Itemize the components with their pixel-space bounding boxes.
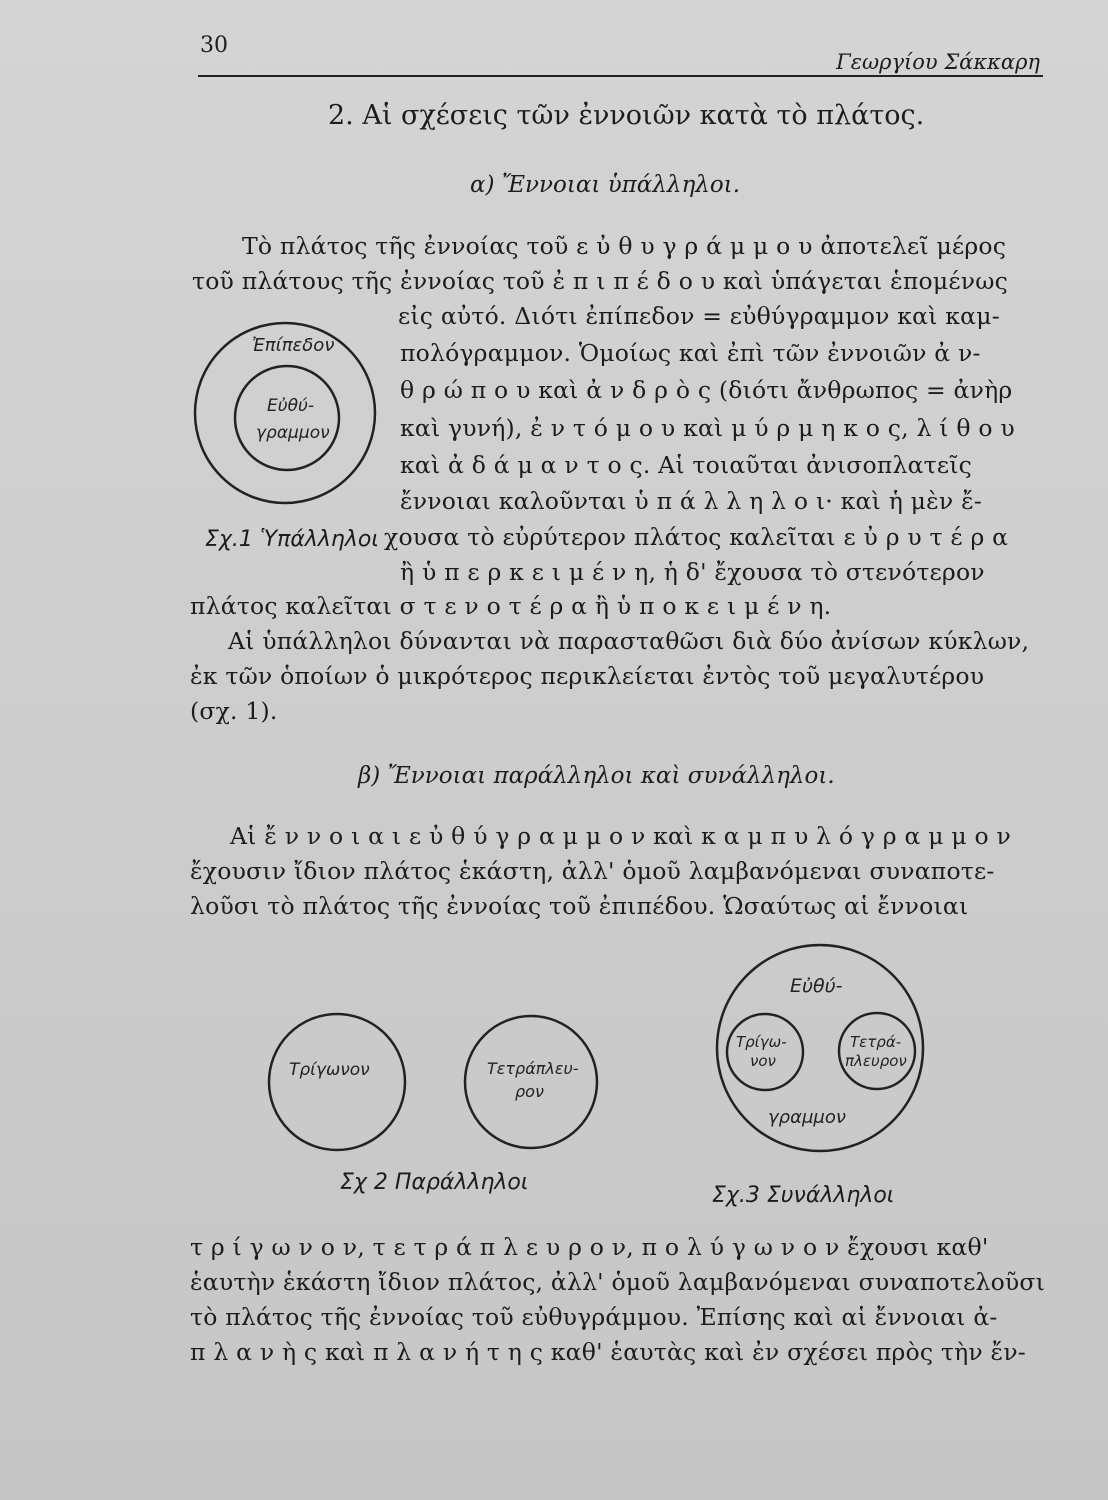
figure-3-outer-top-label: Εὐθύ- <box>790 975 843 997</box>
figure-3-right-label-1: Τετρά- <box>850 1033 902 1051</box>
inner-circle <box>235 366 339 470</box>
text-line: καὶ ἀ δ ά μ α ν τ ο ς. Αἱ τοιαῦται ἀνισοπλατεῖς <box>400 451 973 479</box>
text-line: λοῦσι τὸ πλάτος τῆς ἐννοίας τοῦ ἐπιπέδου. Ὡσαύτως αἱ ἔννοιαι <box>190 892 969 920</box>
text-line: Αἱ ὑπάλληλοι δύνανται νὰ παρασταθῶσι διὰ δύο ἀνίσων κύκλων, <box>228 627 1030 655</box>
figure-2-circle-1-label: Τρίγωνον <box>289 1060 370 1080</box>
text-line: πολόγραμμον. Ὁμοίως καὶ ἐπὶ τῶν ἐννοιῶν ἀ ν- <box>400 339 981 367</box>
text-line: Τὸ πλάτος τῆς ἐννοίας τοῦ ε ὐ θ υ γ ρ ά μ μ ο υ ἀποτελεῖ μέρος <box>242 232 1007 260</box>
figure-3-diagram <box>700 940 950 1170</box>
text-line: ἔννοιαι καλοῦνται ὑ π ά λ λ η λ ο ι· καὶ ἡ μὲν ἔ- <box>400 487 983 515</box>
right-inner-circle <box>839 1013 915 1089</box>
figure-1-caption: Σχ.1 Ὑπάλληλοι <box>205 527 379 552</box>
running-header-author: Γεωργίου Σάκκαρη <box>836 50 1040 74</box>
figure-2-circle-2-label-2: ρον <box>515 1082 544 1101</box>
text-line: πλάτος καλεῖται σ τ ε ν ο τ έ ρ α ἢ ὑ π ο κ ε ι μ έ ν η. <box>190 592 832 620</box>
figure-3-caption: Σχ.3 Συνάλληλοι <box>712 1183 895 1208</box>
figure-3-left-label-2: νον <box>750 1052 776 1070</box>
figure-1-inner-label-2: γραμμον <box>256 423 330 443</box>
text-line: π λ α ν ὴ ς καὶ π λ α ν ή τ η ς καθ' ἑαυτὰς καὶ ἐν σχέσει πρὸς τὴν ἔν- <box>190 1338 1026 1366</box>
text-line: (σχ. 1). <box>190 697 278 725</box>
text-line: τ ρ ί γ ω ν ο ν, τ ε τ ρ ά π λ ε υ ρ ο ν, π ο λ ύ γ ω ν ο ν ἔχουσι καθ' <box>190 1233 989 1261</box>
figure-1-diagram <box>190 318 390 518</box>
subsection-a-heading: α) Ἔννοιαι ὑπάλληλοι. <box>470 172 741 198</box>
triangle-circle <box>269 1014 405 1150</box>
figure-2-diagram <box>265 1010 605 1160</box>
text-line: Αἱ ἔ ν ν ο ι α ι ε ὐ θ ύ γ ρ α μ μ ο ν καὶ κ α μ π υ λ ό γ ρ α μ μ ο ν <box>230 822 1012 850</box>
text-line: τοῦ πλάτους τῆς ἐννοίας τοῦ ἐ π ι π έ δ ο υ καὶ ὑπάγεται ἑπομένως <box>192 267 1008 295</box>
figure-1-inner-label-1: Εὐθύ- <box>267 396 314 416</box>
figure-2-caption: Σχ 2 Παράλληλοι <box>340 1170 529 1195</box>
text-line: ἐκ τῶν ὁποίων ὁ μικρότερος περικλείεται ἐντὸς τοῦ μεγαλυτέρου <box>190 662 985 690</box>
figure-3-left-label-1: Τρίγω- <box>736 1033 787 1051</box>
figure-3-outer-bottom-label: γραμμον <box>768 1107 846 1128</box>
text-line: τὸ πλάτος τῆς ἐννοίας τοῦ εὐθυγράμμου. Ἐπίσης καὶ αἱ ἔννοιαι ἀ- <box>190 1303 998 1331</box>
subsection-b-heading: β) Ἔννοιαι παράλληλοι καὶ συνάλληλοι. <box>358 763 835 789</box>
header-rule <box>198 75 1043 77</box>
figure-2-circle-2-label-1: Τετράπλευ- <box>487 1059 579 1078</box>
text-line: εἰς αὐτό. Διότι ἐπίπεδον = εὐθύγραμμον καὶ καμ- <box>398 302 1000 330</box>
text-line: χουσα τὸ εὐρύτερον πλάτος καλεῖται ε ὐ ρ υ τ έ ρ α <box>384 523 1009 551</box>
text-line: ἢ ὑ π ε ρ κ ε ι μ έ ν η, ἡ δ' ἔχουσα τὸ στενότερον <box>400 558 985 586</box>
text-line: ἑαυτὴν ἑκάστη ἴδιον πλάτος, ἀλλ' ὁμοῦ λαμβανόμεναι συναποτελοῦσι <box>190 1268 1046 1296</box>
figure-1-outer-label: Ἐπίπεδον <box>252 335 335 356</box>
page-number: 30 <box>200 33 228 58</box>
section-title: 2. Αἱ σχέσεις τῶν ἐννοιῶν κατὰ τὸ πλάτος. <box>328 100 925 131</box>
text-line: καὶ γυνή), ἐ ν τ ό μ ο υ καὶ μ ύ ρ μ η κ ο ς, λ ί θ ο υ <box>400 414 1015 442</box>
text-line: θ ρ ώ π ο υ καὶ ἀ ν δ ρ ὸ ς (διότι ἄνθρωπος = ἀνὴρ <box>400 376 1013 404</box>
text-line: ἔχουσιν ἴδιον πλάτος ἑκάστη, ἀλλ' ὁμοῦ λαμβανόμεναι συναποτε- <box>190 857 995 885</box>
figure-3-right-label-2: πλευρον <box>845 1052 907 1070</box>
